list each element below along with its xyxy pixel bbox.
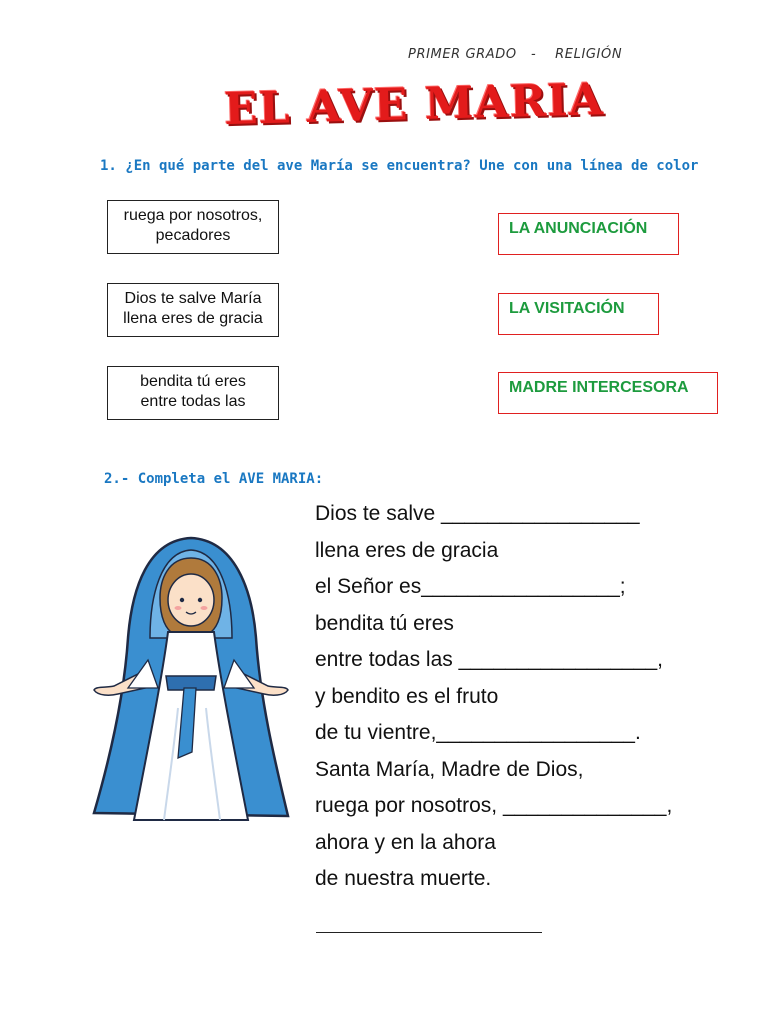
prayer-line: ahora y en la ahora [315, 830, 496, 854]
phrase-line: llena eres de gracia [123, 310, 263, 327]
prayer-line: de nuestra muerte. [315, 867, 492, 890]
answer-box-visitacion[interactable]: LA VISITACIÓN [498, 293, 659, 335]
phrase-line: Dios te salve María [124, 290, 262, 307]
answer-box-anunciacion[interactable]: LA ANUNCIACIÓN [498, 213, 679, 255]
page-title: EL AVE MARIA [223, 74, 605, 136]
prayer-line: y bendito es el fruto [315, 684, 499, 708]
phrase-line: pecadores [155, 227, 231, 244]
phrase-line: ruega por nosotros, [123, 207, 263, 224]
prayer-line: Dios te salve _________________ [315, 502, 640, 525]
prayer-line: Santa María, Madre de Dios, [315, 757, 584, 781]
phrase-line: bendita tú eres [140, 373, 246, 390]
prayer-line: bendita tú eres [315, 611, 454, 635]
prayer-line: entre todas las _________________, [315, 648, 663, 671]
phrase-box-1[interactable] [107, 200, 279, 254]
prayer-text [315, 500, 672, 902]
phrase-box-2[interactable] [107, 283, 279, 337]
prayer-line: llena eres de gracia [315, 538, 499, 562]
header-label: PRIMER GRADO - RELIGIÓN [408, 47, 623, 62]
prayer-line: ruega por nosotros, ______________, [315, 794, 673, 817]
phrase-line: entre todas las [140, 393, 246, 410]
virgin-mary-illustration [88, 528, 294, 828]
final-answer-line[interactable] [316, 932, 542, 933]
phrase-box-3[interactable] [107, 366, 279, 420]
question-2: 2.- Completa el AVE MARIA: [104, 471, 324, 487]
prayer-line: el Señor es_________________; [315, 575, 626, 598]
answer-box-intercesora[interactable]: MADRE INTERCESORA [498, 372, 718, 414]
question-1: 1. ¿En qué parte del ave María se encuentra? Une con una línea de color [100, 158, 699, 174]
prayer-line: de tu vientre,_________________. [315, 721, 641, 744]
